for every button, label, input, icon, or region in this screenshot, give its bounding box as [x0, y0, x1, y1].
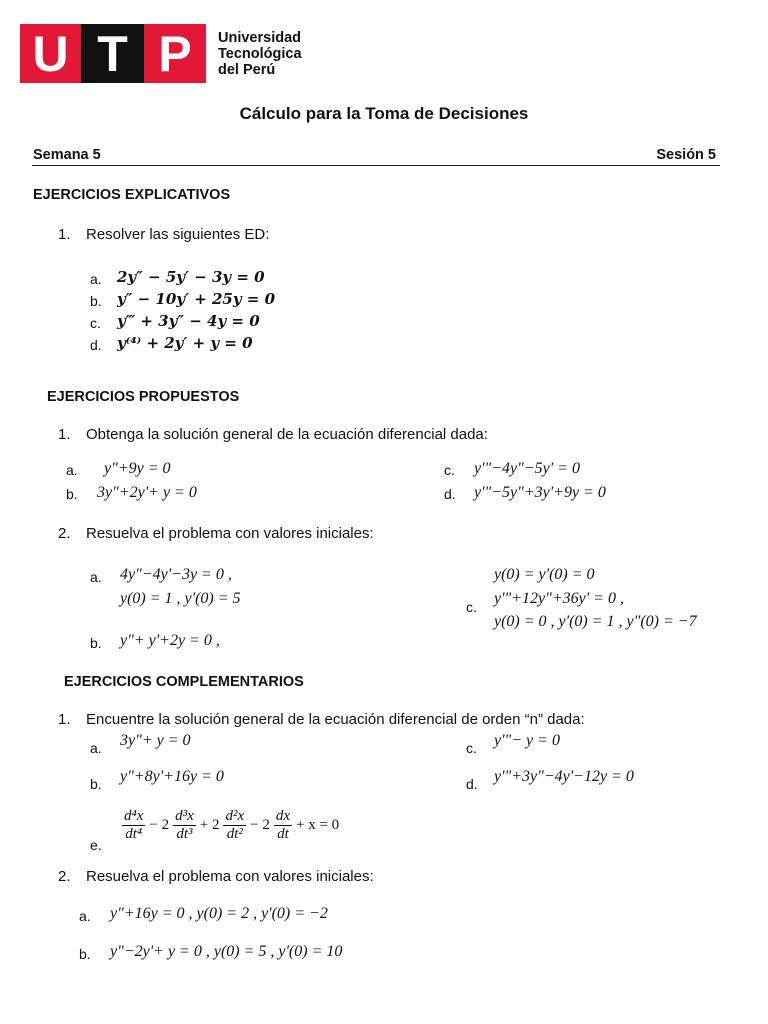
- university-name-line: Universidad: [218, 30, 301, 46]
- equation: y"+8y'+16y = 0: [120, 768, 224, 785]
- week-label: Semana 5: [33, 147, 101, 163]
- equation: 3y"+2y'+ y = 0: [97, 484, 197, 501]
- equation: 3y"+ y = 0: [120, 732, 191, 749]
- equation: 4y"−4y'−3y = 0 ,: [120, 566, 232, 583]
- university-name-line: del Perú: [218, 62, 276, 78]
- derivative-fraction: [122, 808, 145, 843]
- coefficient: + 2: [199, 817, 220, 833]
- document-title: Cálculo para la Toma de Decisiones: [239, 104, 529, 123]
- question-number: 2.: [58, 868, 71, 885]
- initial-conditions: y(0) = 0 , y'(0) = 1 , y"(0) = −7: [494, 613, 697, 630]
- item-label: a.: [90, 569, 102, 585]
- question-number: 2.: [58, 525, 71, 542]
- derivative-fraction: [274, 808, 292, 843]
- fraction-numerator: d⁴x: [124, 808, 144, 824]
- equation: y"+ y'+2y = 0 ,: [120, 632, 220, 649]
- equation: y"+16y = 0 , y(0) = 2 , y'(0) = −2: [110, 905, 328, 922]
- logo-letter-p: P: [144, 24, 206, 83]
- equation: 2y″ − 5y′ − 3y = 0: [117, 268, 265, 286]
- section-heading-explicativos: EJERCICIOS EXPLICATIVOS: [33, 187, 231, 203]
- fraction-numerator: dx: [275, 808, 291, 824]
- item-label: a.: [79, 908, 91, 924]
- fraction-denominator: dt³: [176, 826, 193, 842]
- section-heading-complementarios: EJERCICIOS COMPLEMENTARIOS: [64, 674, 304, 690]
- logo-letter-t: T: [81, 24, 144, 83]
- logo-letter-u: U: [20, 24, 81, 83]
- question-text: Resolver las siguientes ED:: [86, 226, 270, 243]
- initial-conditions: y(0) = y'(0) = 0: [494, 566, 595, 583]
- item-label: b.: [90, 776, 102, 792]
- university-name-line: Tecnológica: [218, 46, 302, 62]
- item-label: b.: [90, 635, 102, 651]
- item-label: a.: [90, 740, 102, 756]
- item-label: d.: [444, 486, 456, 502]
- question-text: Encuentre la solución general de la ecuación diferencial de orden “n” dada:: [86, 711, 585, 728]
- equation: y'"−5y"+3y'+9y = 0: [474, 484, 606, 501]
- question-number: 1.: [58, 226, 71, 243]
- fraction-denominator: dt⁴: [125, 826, 143, 842]
- equation: y″ − 10y′ + 25y = 0: [117, 290, 276, 308]
- equation: y⁽⁴⁾ + 2y′ + y = 0: [117, 334, 253, 352]
- higher-order-equation: [120, 808, 341, 843]
- coefficient: − 2: [250, 817, 270, 833]
- item-label: c.: [90, 315, 101, 331]
- item-label: d.: [90, 337, 102, 353]
- question-number: 1.: [58, 711, 71, 728]
- item-label: e.: [90, 837, 102, 853]
- header-divider: [32, 165, 720, 166]
- item-label: c.: [466, 740, 477, 756]
- item-label: a.: [90, 271, 102, 287]
- question-number: 1.: [58, 426, 71, 443]
- item-label: b.: [90, 293, 102, 309]
- item-label: d.: [466, 776, 478, 792]
- question-text: Resuelva el problema con valores iniciales:: [86, 525, 374, 542]
- equation: y"+9y = 0: [104, 460, 171, 477]
- item-label: b.: [66, 486, 78, 502]
- equation: y'"−4y"−5y' = 0: [474, 460, 580, 477]
- university-name: [218, 30, 302, 78]
- fraction-denominator: dt²: [226, 826, 243, 842]
- coefficient: − 2: [149, 817, 170, 833]
- fraction-denominator: dt: [277, 826, 289, 842]
- fraction-numerator: d³x: [175, 808, 194, 824]
- equation: y'"− y = 0: [494, 732, 560, 749]
- session-label: Sesión 5: [656, 147, 716, 163]
- derivative-fraction: [173, 808, 196, 843]
- equation: y'"+3y"−4y'−12y = 0: [494, 768, 634, 785]
- question-text: Obtenga la solución general de la ecuación diferencial dada:: [86, 426, 488, 443]
- equation: y"−2y'+ y = 0 , y(0) = 5 , y'(0) = 10: [110, 943, 343, 960]
- item-label: a.: [66, 462, 78, 478]
- equation: y'"+12y"+36y' = 0 ,: [494, 590, 624, 607]
- fraction-numerator: d²x: [225, 808, 245, 824]
- section-heading-propuestos: EJERCICIOS PROPUESTOS: [47, 389, 240, 405]
- derivative-fraction: [223, 808, 246, 843]
- item-label: c.: [444, 462, 455, 478]
- initial-conditions: y(0) = 1 , y'(0) = 5: [120, 590, 241, 607]
- item-label: b.: [79, 946, 91, 962]
- question-text: Resuelva el problema con valores iniciales:: [86, 868, 374, 885]
- item-label: c.: [466, 599, 477, 615]
- equation-tail: + x = 0: [296, 817, 340, 833]
- equation: y‴ + 3y″ − 4y = 0: [117, 312, 260, 330]
